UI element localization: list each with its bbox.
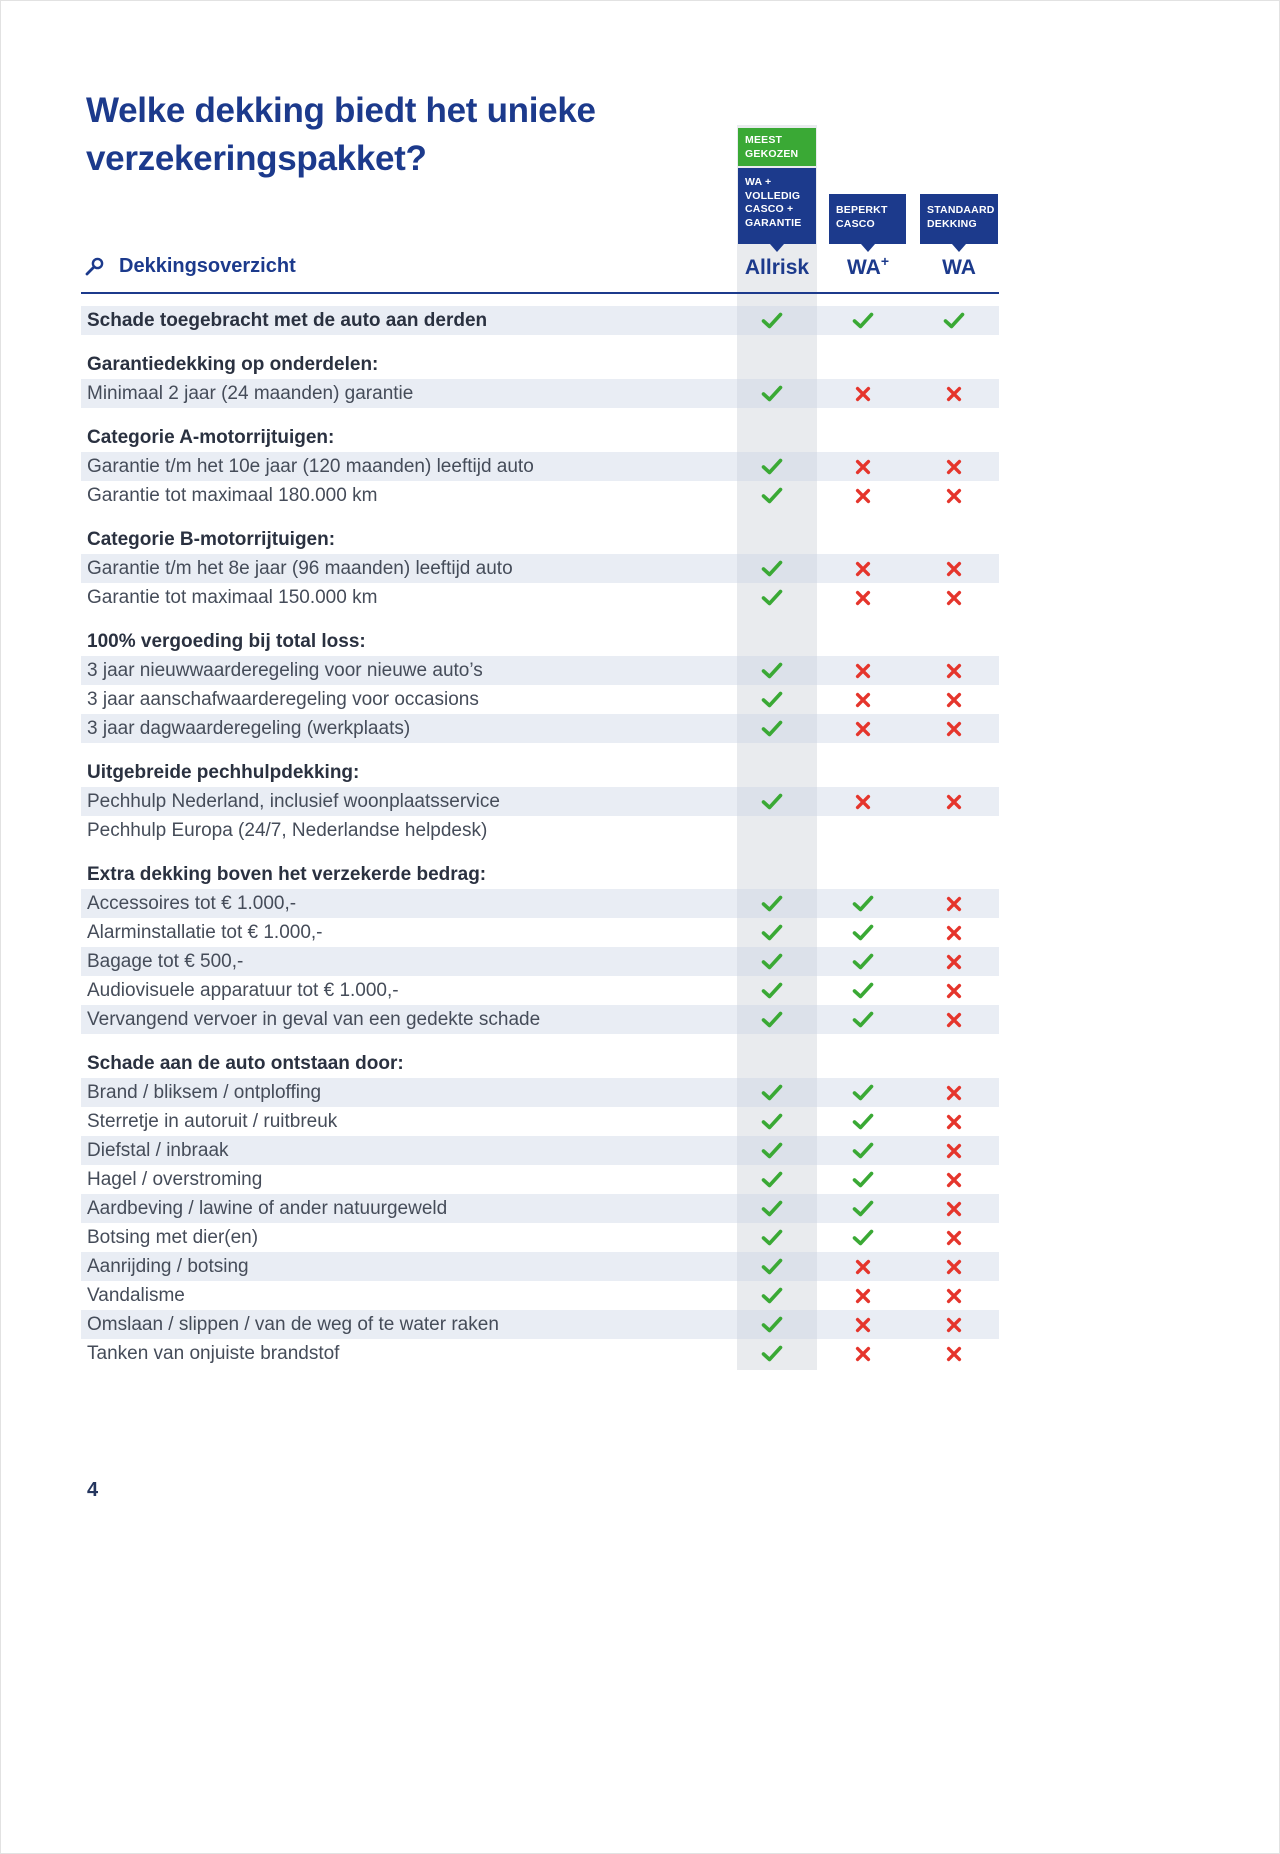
row-label: Garantie tot maximaal 180.000 km: [87, 484, 378, 506]
row-label: Vervangend vervoer in geval van een gedekte schade: [87, 1008, 541, 1030]
check-icon: [852, 1171, 874, 1188]
wa-mark-cell: [908, 1223, 999, 1252]
header-divider: [81, 292, 999, 294]
wa-mark-cell: [908, 554, 999, 583]
check-icon: [761, 924, 783, 941]
wa-mark-cell: [908, 1005, 999, 1034]
wa-coverage-badge: STANDAARD DEKKING: [920, 194, 998, 244]
check-icon: [852, 982, 874, 999]
cross-icon: [855, 488, 871, 504]
cross-icon: [946, 692, 962, 708]
row-label: Uitgebreide pechhulpdekking:: [87, 761, 360, 783]
row-label: Vandalisme: [87, 1284, 185, 1306]
waplus-mark-cell: [817, 976, 908, 1005]
waplus-mark-cell: [817, 1078, 908, 1107]
check-icon: [761, 895, 783, 912]
check-icon: [761, 1171, 783, 1188]
column-header-waplus-label: WA: [846, 256, 881, 279]
table-left-header: [83, 255, 296, 278]
waplus-mark-cell: [817, 787, 908, 816]
check-icon: [852, 1113, 874, 1130]
check-icon: [761, 793, 783, 810]
check-icon: [852, 895, 874, 912]
table-row: [81, 1194, 999, 1223]
magnifier-icon: [83, 256, 105, 278]
row-label: 3 jaar dagwaarderegeling (werkplaats): [87, 717, 411, 739]
table-left-header-label: Dekkingsoverzicht: [119, 255, 296, 277]
waplus-mark-cell: [817, 1136, 908, 1165]
waplus-mark-cell: [817, 306, 908, 335]
wa-mark-cell: [908, 306, 999, 335]
check-icon: [761, 1258, 783, 1275]
check-icon: [761, 1113, 783, 1130]
allrisk-mark-cell: [726, 787, 817, 816]
wa-mark-cell: [908, 976, 999, 1005]
check-icon: [852, 1229, 874, 1246]
row-label: Audiovisuele apparatuur tot € 1.000,-: [87, 979, 399, 1001]
cross-icon: [946, 954, 962, 970]
check-icon: [761, 953, 783, 970]
row-label: Garantiedekking op onderdelen:: [87, 353, 379, 375]
wa-mark-cell: [908, 1252, 999, 1281]
check-icon: [761, 487, 783, 504]
row-label: 3 jaar nieuwwaarderegeling voor nieuwe auto’s: [87, 659, 483, 681]
cross-icon: [946, 1012, 962, 1028]
table-row: [81, 976, 999, 1005]
row-label: Pechhulp Europa (24/7, Nederlandse helpdesk): [87, 819, 488, 841]
cross-icon: [946, 1259, 962, 1275]
wa-mark-cell: [908, 816, 999, 845]
waplus-mark-cell: [817, 816, 908, 845]
check-icon: [761, 1084, 783, 1101]
cross-icon: [946, 983, 962, 999]
waplus-mark-cell: [817, 1281, 908, 1310]
table-row: [81, 1339, 999, 1368]
column-header-wa: [914, 253, 1004, 280]
allrisk-mark-cell: [726, 816, 817, 845]
cross-icon: [946, 1317, 962, 1333]
cross-icon: [855, 1317, 871, 1333]
waplus-mark-cell: [817, 452, 908, 481]
allrisk-mark-cell: [726, 1252, 817, 1281]
waplus-mark-cell: [817, 1310, 908, 1339]
table-row: [81, 1252, 999, 1281]
waplus-mark-cell: [817, 685, 908, 714]
check-icon: [943, 312, 965, 329]
table-row: [81, 1310, 999, 1339]
group-header-row: [81, 627, 999, 656]
cross-icon: [946, 459, 962, 475]
cross-icon: [946, 1143, 962, 1159]
allrisk-mark-cell: [726, 1281, 817, 1310]
table-row: [81, 1078, 999, 1107]
group-header-row: [81, 423, 999, 452]
column-header-waplus: [823, 253, 913, 280]
table-row: [81, 918, 999, 947]
allrisk-mark-cell: [726, 554, 817, 583]
table-row: [81, 379, 999, 408]
row-label: Aanrijding / botsing: [87, 1255, 249, 1277]
table-row: [81, 816, 999, 845]
check-icon: [761, 1142, 783, 1159]
cross-icon: [855, 561, 871, 577]
wa-mark-cell: [908, 379, 999, 408]
table-row: [81, 1107, 999, 1136]
row-label: Categorie B-motorrijtuigen:: [87, 528, 336, 550]
wa-mark-cell: [908, 1165, 999, 1194]
table-row: [81, 583, 999, 612]
waplus-mark-cell: [817, 656, 908, 685]
column-header-allrisk-label: Allrisk: [744, 256, 810, 279]
row-label: Minimaal 2 jaar (24 maanden) garantie: [87, 382, 414, 404]
check-icon: [761, 1200, 783, 1217]
wa-mark-cell: [908, 656, 999, 685]
waplus-mark-cell: [817, 1165, 908, 1194]
allrisk-mark-cell: [726, 1005, 817, 1034]
table-row: [81, 1281, 999, 1310]
coverage-table: [81, 306, 999, 1368]
cross-icon: [946, 925, 962, 941]
row-label: Brand / bliksem / ontploffing: [87, 1081, 322, 1103]
table-row: [81, 1165, 999, 1194]
waplus-mark-cell: [817, 583, 908, 612]
row-label: Diefstal / inbraak: [87, 1139, 229, 1161]
group-header-row: [81, 1049, 999, 1078]
wa-mark-cell: [908, 918, 999, 947]
check-icon: [852, 1142, 874, 1159]
page-title-line2: verzekeringspakket?: [86, 139, 427, 178]
wa-mark-cell: [908, 714, 999, 743]
allrisk-mark-cell: [726, 1310, 817, 1339]
check-icon: [761, 1287, 783, 1304]
cross-icon: [855, 663, 871, 679]
row-label: Tanken van onjuiste brandstof: [87, 1342, 340, 1364]
cross-icon: [946, 386, 962, 402]
allrisk-mark-cell: [726, 1339, 817, 1368]
waplus-mark-cell: [817, 379, 908, 408]
row-label: Extra dekking boven het verzekerde bedrag:: [87, 863, 487, 885]
row-label: Aardbeving / lawine of ander natuurgeweld: [87, 1197, 448, 1219]
cross-icon: [946, 1201, 962, 1217]
table-row: [81, 889, 999, 918]
wa-mark-cell: [908, 889, 999, 918]
wa-mark-cell: [908, 481, 999, 510]
cross-icon: [946, 590, 962, 606]
cross-icon: [946, 1288, 962, 1304]
cross-icon: [855, 1288, 871, 1304]
table-row: [81, 656, 999, 685]
waplus-mark-cell: [817, 714, 908, 743]
row-label: Sterretje in autoruit / ruitbreuk: [87, 1110, 338, 1132]
allrisk-mark-cell: [726, 918, 817, 947]
wa-mark-cell: [908, 1339, 999, 1368]
cross-icon: [855, 1259, 871, 1275]
cross-icon: [855, 1346, 871, 1362]
wa-mark-cell: [908, 452, 999, 481]
check-icon: [761, 312, 783, 329]
row-label: Garantie t/m het 10e jaar (120 maanden) leeftijd auto: [87, 455, 534, 477]
waplus-coverage-badge: BEPERKT CASCO: [829, 194, 906, 244]
row-label: Accessoires tot € 1.000,-: [87, 892, 297, 914]
allrisk-mark-cell: [726, 947, 817, 976]
wa-mark-cell: [908, 1136, 999, 1165]
wa-mark-cell: [908, 1194, 999, 1223]
column-header-wa-label: WA: [942, 256, 976, 279]
table-row: [81, 554, 999, 583]
row-label: Categorie A-motorrijtuigen:: [87, 426, 335, 448]
page-title-line1: Welke dekking biedt het unieke: [86, 91, 596, 130]
waplus-mark-cell: [817, 1252, 908, 1281]
allrisk-mark-cell: [726, 1223, 817, 1252]
check-icon: [761, 1316, 783, 1333]
cross-icon: [946, 561, 962, 577]
cross-icon: [855, 692, 871, 708]
check-icon: [852, 953, 874, 970]
allrisk-mark-cell: [726, 481, 817, 510]
check-icon: [852, 1200, 874, 1217]
row-label: Hagel / overstroming: [87, 1168, 263, 1190]
check-icon: [761, 1229, 783, 1246]
allrisk-mark-cell: [726, 889, 817, 918]
table-row: [81, 1005, 999, 1034]
allrisk-mark-cell: [726, 1194, 817, 1223]
check-icon: [761, 385, 783, 402]
allrisk-mark-cell: [726, 1078, 817, 1107]
cross-icon: [855, 459, 871, 475]
check-icon: [761, 1345, 783, 1362]
column-header-allrisk: [732, 253, 822, 280]
check-icon: [761, 982, 783, 999]
wa-mark-cell: [908, 947, 999, 976]
cross-icon: [855, 721, 871, 737]
page-number: 4: [87, 1479, 99, 1501]
row-label: Schade toegebracht met de auto aan derden: [87, 309, 488, 331]
check-icon: [761, 662, 783, 679]
waplus-mark-cell: [817, 918, 908, 947]
cross-icon: [946, 1230, 962, 1246]
cross-icon: [855, 590, 871, 606]
row-label: 100% vergoeding bij total loss:: [87, 630, 366, 652]
waplus-mark-cell: [817, 1107, 908, 1136]
check-icon: [761, 589, 783, 606]
table-row: [81, 1223, 999, 1252]
allrisk-mark-cell: [726, 379, 817, 408]
table-row: [81, 1136, 999, 1165]
waplus-mark-cell: [817, 1194, 908, 1223]
row-label: Botsing met dier(en): [87, 1226, 259, 1248]
row-label: Bagage tot € 500,-: [87, 950, 244, 972]
group-header-row: [81, 350, 999, 379]
row-label: Omslaan / slippen / van de weg of te water raken: [87, 1313, 499, 1335]
table-row: [81, 306, 999, 335]
allrisk-mark-cell: [726, 583, 817, 612]
table-row: [81, 714, 999, 743]
allrisk-mark-cell: [726, 452, 817, 481]
column-header-waplus-sup: +: [880, 253, 889, 269]
row-label: Schade aan de auto ontstaan door:: [87, 1052, 404, 1074]
waplus-mark-cell: [817, 1005, 908, 1034]
wa-mark-cell: [908, 1281, 999, 1310]
meest-gekozen-badge: MEEST GEKOZEN: [738, 128, 816, 166]
wa-mark-cell: [908, 1310, 999, 1339]
wa-mark-cell: [908, 1078, 999, 1107]
allrisk-mark-cell: [726, 656, 817, 685]
check-icon: [852, 1084, 874, 1101]
cross-icon: [946, 488, 962, 504]
wa-mark-cell: [908, 787, 999, 816]
cross-icon: [946, 1085, 962, 1101]
check-icon: [761, 560, 783, 577]
waplus-mark-cell: [817, 1339, 908, 1368]
check-icon: [761, 720, 783, 737]
waplus-mark-cell: [817, 481, 908, 510]
check-icon: [761, 1011, 783, 1028]
table-row: [81, 452, 999, 481]
cross-icon: [855, 794, 871, 810]
waplus-mark-cell: [817, 947, 908, 976]
check-icon: [852, 1011, 874, 1028]
group-header-row: [81, 758, 999, 787]
wa-mark-cell: [908, 583, 999, 612]
cross-icon: [946, 1172, 962, 1188]
cross-icon: [946, 1114, 962, 1130]
row-label: Garantie t/m het 8e jaar (96 maanden) leeftijd auto: [87, 557, 513, 579]
wa-mark-cell: [908, 685, 999, 714]
cross-icon: [946, 1346, 962, 1362]
waplus-mark-cell: [817, 554, 908, 583]
allrisk-mark-cell: [726, 685, 817, 714]
table-row: [81, 481, 999, 510]
allrisk-mark-cell: [726, 1136, 817, 1165]
table-row: [81, 787, 999, 816]
row-label: Pechhulp Nederland, inclusief woonplaatsservice: [87, 790, 500, 812]
row-label: 3 jaar aanschafwaarderegeling voor occasions: [87, 688, 479, 710]
table-row: [81, 685, 999, 714]
check-icon: [761, 458, 783, 475]
table-row: [81, 947, 999, 976]
check-icon: [761, 691, 783, 708]
cross-icon: [855, 386, 871, 402]
check-icon: [852, 924, 874, 941]
allrisk-mark-cell: [726, 1107, 817, 1136]
waplus-mark-cell: [817, 889, 908, 918]
row-label: Alarminstallatie tot € 1.000,-: [87, 921, 323, 943]
cross-icon: [946, 663, 962, 679]
cross-icon: [946, 794, 962, 810]
allrisk-coverage-badge: WA + VOLLEDIG CASCO + GARANTIE: [738, 168, 816, 244]
group-header-row: [81, 525, 999, 554]
waplus-mark-cell: [817, 1223, 908, 1252]
wa-mark-cell: [908, 1107, 999, 1136]
row-label: Garantie tot maximaal 150.000 km: [87, 586, 378, 608]
cross-icon: [946, 721, 962, 737]
allrisk-mark-cell: [726, 976, 817, 1005]
allrisk-mark-cell: [726, 1165, 817, 1194]
group-header-row: [81, 860, 999, 889]
allrisk-mark-cell: [726, 714, 817, 743]
page-title: [86, 87, 596, 183]
check-icon: [852, 312, 874, 329]
allrisk-mark-cell: [726, 306, 817, 335]
cross-icon: [946, 896, 962, 912]
